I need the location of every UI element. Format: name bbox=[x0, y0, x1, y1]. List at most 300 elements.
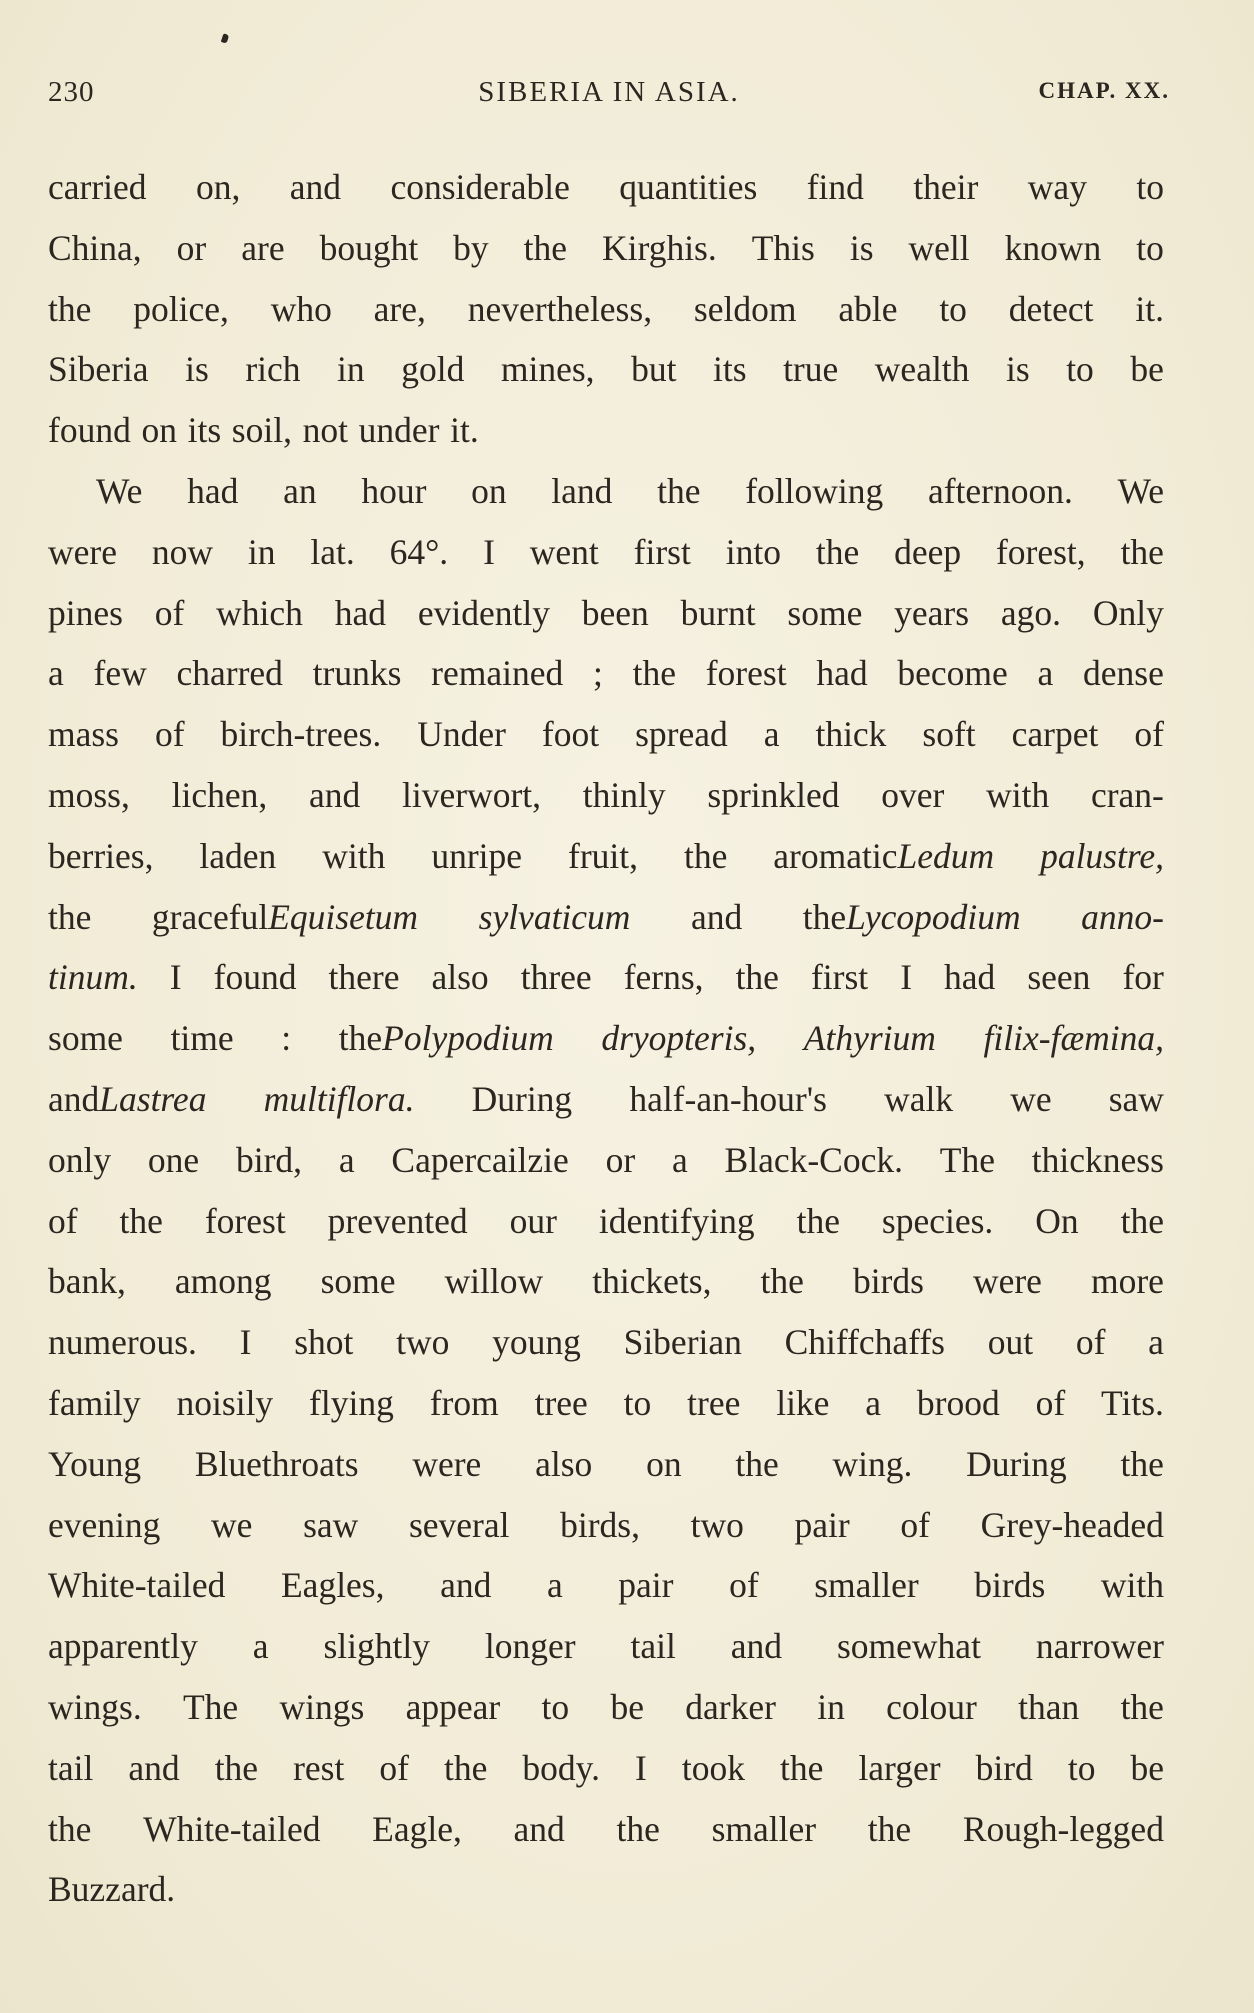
word: following bbox=[745, 470, 884, 511]
text-line bbox=[48, 1434, 1164, 1495]
word: true bbox=[783, 349, 839, 390]
text-line bbox=[48, 1312, 1164, 1373]
word: body. bbox=[522, 1747, 600, 1788]
word: an bbox=[283, 470, 317, 511]
word: we bbox=[1010, 1078, 1052, 1119]
word: bank, bbox=[48, 1261, 126, 1302]
word: gold bbox=[401, 349, 465, 390]
word: with bbox=[986, 774, 1050, 815]
word: the bbox=[214, 1747, 259, 1788]
word: We bbox=[1117, 470, 1164, 511]
word: lichen, bbox=[171, 774, 268, 815]
word: are, bbox=[373, 288, 426, 329]
word: and bbox=[289, 167, 342, 207]
word: carried bbox=[48, 167, 147, 207]
text-line bbox=[48, 1495, 1164, 1556]
word: the bbox=[867, 1808, 912, 1849]
word: had bbox=[944, 957, 996, 998]
word: were bbox=[972, 1261, 1042, 1302]
word: I bbox=[900, 957, 913, 998]
word: narrower bbox=[1035, 1626, 1164, 1667]
word: one bbox=[147, 1139, 200, 1180]
word: under bbox=[358, 410, 440, 451]
word: be bbox=[1130, 349, 1164, 390]
text-line bbox=[48, 643, 1164, 704]
word: forest bbox=[705, 653, 787, 694]
word: seen bbox=[1027, 957, 1091, 998]
word: took bbox=[681, 1747, 745, 1788]
word: the bbox=[1120, 531, 1164, 572]
word: identifying bbox=[598, 1200, 755, 1241]
word: known bbox=[1004, 227, 1102, 268]
word: species. bbox=[881, 1200, 994, 1241]
word: only bbox=[48, 1139, 112, 1180]
word: Capercailzie bbox=[391, 1139, 569, 1180]
word: in bbox=[247, 531, 276, 572]
word: and bbox=[309, 774, 361, 815]
word: I bbox=[169, 957, 182, 998]
word: but bbox=[631, 349, 677, 390]
word: ferns, bbox=[623, 957, 704, 998]
word: tinum. bbox=[48, 957, 138, 998]
word: andLastrea bbox=[48, 1078, 207, 1119]
word: who bbox=[270, 288, 332, 329]
word: birds, bbox=[560, 1504, 640, 1545]
word: to bbox=[1136, 167, 1164, 207]
word: anno- bbox=[1081, 896, 1164, 937]
word: carpet bbox=[1011, 714, 1099, 755]
text-line bbox=[48, 1738, 1164, 1799]
text-line bbox=[48, 218, 1164, 279]
word: Buzzard. bbox=[48, 1869, 176, 1910]
word: birds bbox=[852, 1261, 924, 1302]
word: wealth bbox=[874, 349, 970, 390]
word: are bbox=[241, 227, 285, 268]
word: 64°. bbox=[389, 531, 449, 572]
word: a bbox=[1037, 653, 1054, 694]
text-line bbox=[48, 339, 1164, 400]
word: the bbox=[735, 1443, 779, 1484]
word: gracefulEquisetum bbox=[151, 896, 419, 937]
word: sprinkled bbox=[707, 774, 840, 815]
word: of bbox=[379, 1747, 409, 1788]
text-line bbox=[48, 1555, 1164, 1616]
word: the bbox=[48, 896, 92, 937]
word: deep bbox=[894, 531, 962, 572]
word: pair bbox=[618, 1565, 674, 1606]
word: or bbox=[176, 227, 207, 268]
text-line bbox=[48, 1373, 1164, 1434]
word: smaller bbox=[711, 1808, 817, 1849]
word: were bbox=[412, 1443, 482, 1484]
word: thickets, bbox=[592, 1261, 712, 1302]
word: quantities bbox=[619, 167, 758, 207]
word: and bbox=[440, 1565, 492, 1606]
word: afternoon. bbox=[927, 470, 1073, 511]
word: spread bbox=[635, 714, 728, 755]
word: to bbox=[1066, 349, 1094, 390]
text-line bbox=[48, 887, 1164, 948]
word: lat. bbox=[310, 531, 355, 572]
text-line bbox=[48, 279, 1164, 340]
text-line bbox=[48, 157, 1164, 218]
word: walk bbox=[884, 1078, 954, 1119]
word: charred bbox=[176, 653, 283, 694]
word: This bbox=[751, 227, 815, 268]
word: Chiffchaffs bbox=[784, 1322, 945, 1363]
word: among bbox=[174, 1261, 272, 1302]
word: berries, bbox=[48, 835, 154, 876]
word: the bbox=[632, 653, 676, 694]
word: unripe bbox=[431, 835, 523, 876]
word: the bbox=[796, 1200, 840, 1241]
word: had bbox=[187, 470, 239, 511]
word: soil, bbox=[231, 410, 292, 451]
word: of bbox=[1134, 714, 1164, 755]
word: on, bbox=[195, 167, 241, 207]
word: ; bbox=[592, 653, 603, 694]
word: their bbox=[913, 167, 979, 207]
word: tail bbox=[48, 1747, 94, 1788]
word: pair bbox=[794, 1504, 850, 1545]
word: I bbox=[239, 1322, 252, 1363]
word: a bbox=[763, 714, 780, 755]
text-line bbox=[48, 1799, 1164, 1860]
word: by bbox=[453, 227, 489, 268]
word: I bbox=[483, 531, 495, 572]
word: is bbox=[1005, 349, 1030, 390]
word: nevertheless, bbox=[467, 288, 653, 329]
word: detect bbox=[1008, 288, 1094, 329]
word: on bbox=[646, 1443, 682, 1484]
text-line bbox=[48, 400, 1164, 461]
running-title: SIBERIA IN ASIA. bbox=[478, 76, 740, 108]
text-line bbox=[48, 1069, 1164, 1130]
word: palustre, bbox=[1040, 835, 1164, 876]
word: wings bbox=[279, 1686, 365, 1727]
word: two bbox=[690, 1504, 744, 1545]
word: a bbox=[546, 1565, 563, 1606]
word: not bbox=[302, 410, 348, 451]
word: the bbox=[657, 470, 701, 511]
word: its bbox=[187, 410, 222, 451]
word: aromaticLedum bbox=[773, 835, 995, 876]
word: to bbox=[541, 1686, 570, 1727]
word: few bbox=[93, 653, 147, 694]
word: soft bbox=[922, 714, 976, 755]
word: The bbox=[183, 1686, 239, 1727]
word: shot bbox=[294, 1322, 354, 1363]
text-line bbox=[48, 765, 1164, 826]
word: of bbox=[48, 1200, 78, 1241]
word: mass bbox=[48, 714, 119, 755]
word: several bbox=[408, 1504, 510, 1545]
word: Only bbox=[1092, 592, 1164, 633]
word: than bbox=[1018, 1686, 1080, 1727]
word: wings. bbox=[48, 1686, 142, 1727]
word: seldom bbox=[693, 288, 797, 329]
word: hour bbox=[361, 470, 427, 511]
word: with bbox=[1100, 1565, 1164, 1606]
word: Eagles, bbox=[281, 1565, 385, 1606]
word: of bbox=[1035, 1382, 1066, 1423]
word: willow bbox=[444, 1261, 544, 1302]
word: on bbox=[471, 470, 507, 511]
word: : bbox=[281, 1018, 292, 1059]
word: Black-Cock. bbox=[724, 1139, 903, 1180]
text-line bbox=[48, 1191, 1164, 1252]
word: were bbox=[48, 531, 117, 572]
word: longer bbox=[484, 1626, 576, 1667]
word: in bbox=[817, 1686, 845, 1727]
word: be bbox=[1130, 1747, 1164, 1788]
word: numerous. bbox=[48, 1322, 197, 1363]
word: the bbox=[760, 1261, 804, 1302]
word: flying bbox=[309, 1382, 394, 1423]
word: I bbox=[635, 1747, 647, 1788]
word: like bbox=[776, 1382, 830, 1423]
word: multiflora. bbox=[263, 1078, 415, 1119]
page-number: 230 bbox=[48, 76, 95, 108]
text-line bbox=[48, 1616, 1164, 1677]
word: to bbox=[939, 288, 967, 329]
word: sylvaticum bbox=[478, 896, 631, 937]
word: Bluethroats bbox=[194, 1443, 359, 1484]
word: a bbox=[671, 1139, 688, 1180]
word: went bbox=[529, 531, 599, 572]
word: to bbox=[623, 1382, 652, 1423]
word: a bbox=[48, 653, 64, 694]
word: also bbox=[535, 1443, 593, 1484]
word: of bbox=[154, 714, 185, 755]
word: moss, bbox=[48, 774, 130, 815]
word: the bbox=[1120, 1443, 1164, 1484]
word: years bbox=[894, 592, 970, 633]
word: into bbox=[725, 531, 781, 572]
word: We bbox=[96, 470, 143, 511]
word: to bbox=[1136, 227, 1164, 268]
word: Grey-headed bbox=[980, 1504, 1164, 1545]
word: and bbox=[730, 1626, 783, 1667]
word: darker bbox=[685, 1686, 776, 1727]
word: tree bbox=[534, 1382, 588, 1423]
word: thick bbox=[815, 714, 887, 755]
word: there bbox=[328, 957, 400, 998]
word: colour bbox=[886, 1686, 977, 1727]
text-line bbox=[48, 1859, 1164, 1920]
word: larger bbox=[858, 1747, 941, 1788]
word: in bbox=[337, 349, 365, 390]
word: Athyrium bbox=[803, 1018, 936, 1059]
word: tail bbox=[630, 1626, 676, 1667]
word: two bbox=[396, 1322, 450, 1363]
word: had bbox=[334, 592, 387, 633]
word: family bbox=[48, 1382, 141, 1423]
word: found bbox=[213, 957, 297, 998]
word: considerable bbox=[390, 167, 570, 207]
word: the bbox=[523, 227, 568, 268]
word: over bbox=[881, 774, 945, 815]
word: it. bbox=[1135, 288, 1164, 329]
word: trunks bbox=[312, 653, 402, 694]
word: some bbox=[320, 1261, 396, 1302]
word: from bbox=[429, 1382, 499, 1423]
word: well bbox=[908, 227, 970, 268]
word: the bbox=[48, 1808, 92, 1849]
word: apparently bbox=[48, 1626, 198, 1667]
word: The bbox=[939, 1139, 995, 1180]
word: noisily bbox=[176, 1382, 274, 1423]
ink-speck bbox=[221, 33, 229, 43]
word: a bbox=[865, 1382, 882, 1423]
word: for bbox=[1122, 957, 1164, 998]
word: White-tailed bbox=[143, 1808, 321, 1849]
word: cran- bbox=[1090, 774, 1164, 815]
word: the bbox=[1120, 1200, 1164, 1241]
word: Young bbox=[48, 1443, 142, 1484]
word: and bbox=[690, 896, 743, 937]
word: of bbox=[900, 1504, 930, 1545]
word: During bbox=[966, 1443, 1067, 1484]
word: the bbox=[616, 1808, 660, 1849]
word: theLycopodium bbox=[802, 896, 1021, 937]
word: time bbox=[170, 1018, 234, 1059]
word: find bbox=[806, 167, 864, 207]
word: its bbox=[712, 349, 747, 390]
word: foot bbox=[541, 714, 600, 755]
word: some bbox=[787, 592, 863, 633]
word: now bbox=[151, 531, 213, 572]
text-line bbox=[48, 947, 1164, 1008]
word: with bbox=[322, 835, 386, 876]
word: bought bbox=[319, 227, 419, 268]
word: White-tailed bbox=[48, 1565, 226, 1606]
word: Siberian bbox=[623, 1322, 742, 1363]
word: a bbox=[338, 1139, 355, 1180]
chapter-reference: CHAP. XX. bbox=[1038, 78, 1170, 103]
word: the bbox=[1120, 1686, 1164, 1727]
word: the bbox=[119, 1200, 163, 1241]
text-line bbox=[48, 704, 1164, 765]
word: bird bbox=[975, 1747, 1033, 1788]
word: police, bbox=[133, 288, 229, 329]
word: and bbox=[128, 1747, 180, 1788]
word: which bbox=[216, 592, 303, 633]
word: brood bbox=[916, 1382, 1000, 1423]
word: three bbox=[520, 957, 592, 998]
word: had bbox=[816, 653, 868, 694]
word: able bbox=[838, 288, 898, 329]
word: laden bbox=[199, 835, 277, 876]
word: During bbox=[471, 1078, 573, 1119]
word: burnt bbox=[680, 592, 756, 633]
word: and bbox=[513, 1808, 565, 1849]
word: the bbox=[444, 1747, 488, 1788]
word: remained bbox=[431, 653, 564, 694]
body-text bbox=[48, 157, 1164, 1920]
word: forest bbox=[204, 1200, 286, 1241]
word: wing. bbox=[832, 1443, 913, 1484]
word: Kirghis. bbox=[602, 227, 717, 268]
word: thickness bbox=[1031, 1139, 1164, 1180]
word: thinly bbox=[582, 774, 666, 815]
word: prevented bbox=[327, 1200, 468, 1241]
word: some bbox=[48, 1018, 123, 1059]
text-line bbox=[48, 1130, 1164, 1191]
word: dryopteris, bbox=[601, 1018, 757, 1059]
word: China, bbox=[48, 227, 142, 268]
word: it. bbox=[450, 410, 479, 451]
word: filix-fæmina, bbox=[983, 1018, 1164, 1059]
word: half-an-hour's bbox=[629, 1078, 827, 1119]
word: our bbox=[509, 1200, 557, 1241]
word: or bbox=[605, 1139, 636, 1180]
text-line bbox=[48, 1008, 1164, 1069]
word: Rough-legged bbox=[962, 1808, 1164, 1849]
word: of bbox=[729, 1565, 759, 1606]
word: rest bbox=[293, 1747, 345, 1788]
word: appear bbox=[405, 1686, 501, 1727]
word: Under bbox=[417, 714, 506, 755]
word: bird, bbox=[235, 1139, 303, 1180]
word: dense bbox=[1083, 653, 1164, 694]
word: the bbox=[683, 835, 728, 876]
word: slightly bbox=[323, 1626, 430, 1667]
word: somewhat bbox=[836, 1626, 981, 1667]
word: mines, bbox=[500, 349, 595, 390]
word: of bbox=[1075, 1322, 1106, 1363]
word: Eagle, bbox=[372, 1808, 462, 1849]
word: land bbox=[551, 470, 613, 511]
word: first bbox=[810, 957, 869, 998]
word: the bbox=[780, 1747, 824, 1788]
word: the bbox=[48, 288, 92, 329]
word: rich bbox=[245, 349, 301, 390]
running-header bbox=[48, 76, 1170, 116]
word: evidently bbox=[417, 592, 550, 633]
word: be bbox=[610, 1686, 644, 1727]
text-line bbox=[48, 583, 1164, 644]
word: been bbox=[581, 592, 649, 633]
word: is bbox=[185, 349, 209, 390]
word: first bbox=[633, 531, 691, 572]
word: young bbox=[492, 1322, 581, 1363]
word: evening bbox=[48, 1504, 161, 1545]
word: way bbox=[1027, 167, 1087, 207]
word: also bbox=[431, 957, 489, 998]
word: pines bbox=[48, 592, 123, 633]
word: a bbox=[252, 1626, 269, 1667]
word: thePolypodium bbox=[338, 1018, 554, 1059]
word: saw bbox=[303, 1504, 359, 1545]
word: birch-trees. bbox=[220, 714, 382, 755]
word: birds bbox=[974, 1565, 1046, 1606]
word: we bbox=[211, 1504, 253, 1545]
word: a bbox=[1148, 1322, 1164, 1363]
word: Siberia bbox=[48, 349, 149, 390]
word: of bbox=[154, 592, 185, 633]
word: liverwort, bbox=[402, 774, 542, 815]
word: on bbox=[141, 410, 177, 451]
word: is bbox=[849, 227, 874, 268]
text-line bbox=[48, 1251, 1164, 1312]
word: to bbox=[1067, 1747, 1096, 1788]
word: On bbox=[1035, 1200, 1079, 1241]
word: become bbox=[897, 653, 1008, 694]
word: more bbox=[1090, 1261, 1164, 1302]
word: tree bbox=[687, 1382, 741, 1423]
text-line bbox=[48, 1677, 1164, 1738]
